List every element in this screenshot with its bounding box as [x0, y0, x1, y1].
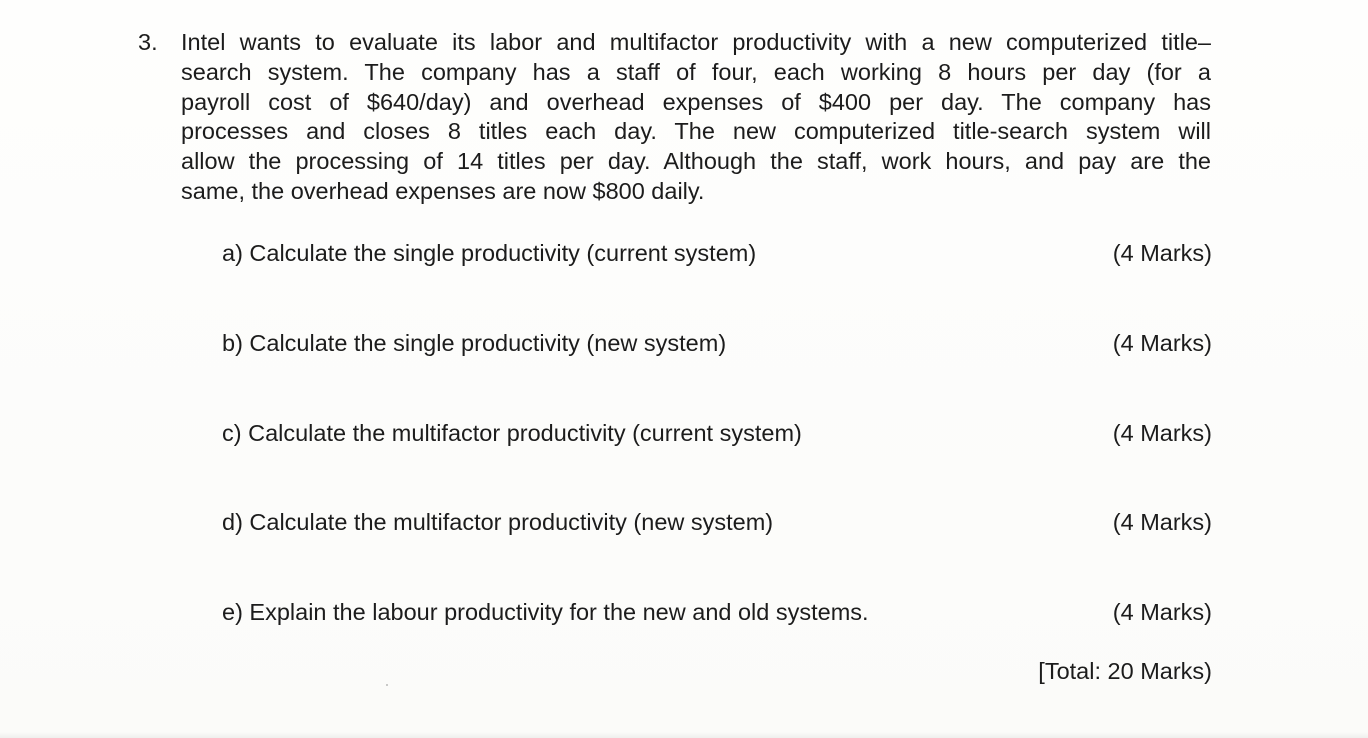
scan-speck [386, 684, 388, 686]
page-edge-shadow [0, 732, 1368, 738]
part-a-marks: (4 Marks) [1112, 240, 1212, 266]
part-c-marks: (4 Marks) [1112, 420, 1212, 446]
part-c [222, 418, 1212, 448]
question-number: 3. [138, 29, 158, 55]
part-b-text: b) Calculate the single productivity (new system) [222, 330, 727, 356]
part-a-text: a) Calculate the single productivity (current system) [222, 240, 757, 266]
part-b [222, 328, 1212, 358]
part-a [222, 238, 1212, 268]
question-line: allow the processing of 14 titles per day. Although the staff, work hours, and pay are the [181, 148, 1211, 175]
question-line: search system. The company has a staff of four, each working 8 hours per day (for a [181, 58, 1211, 85]
question-line: Intel wants to evaluate its labor and multifactor productivity with a new computerized title– [181, 29, 1211, 55]
part-d-text: d) Calculate the multifactor productivity (new system) [222, 509, 774, 535]
part-e-marks: (4 Marks) [1112, 599, 1212, 625]
part-e [222, 597, 1212, 627]
total-marks: [Total: 20 Marks) [1038, 658, 1212, 684]
question-line: same, the overhead expenses are now $800 daily. [181, 177, 705, 204]
question-line: processes and closes 8 titles each day. The new computerized title-search system will [181, 118, 1211, 145]
part-e-text: e) Explain the labour productivity for the new and old systems. [222, 599, 869, 625]
part-d-marks: (4 Marks) [1112, 509, 1212, 535]
part-c-text: c) Calculate the multifactor productivity (current system) [222, 420, 802, 446]
part-b-marks: (4 Marks) [1112, 330, 1212, 356]
question-text [181, 28, 1211, 207]
question-line: payroll cost of $640/day) and overhead expenses of $400 per day. The company has [181, 88, 1211, 115]
part-d [222, 507, 1212, 537]
